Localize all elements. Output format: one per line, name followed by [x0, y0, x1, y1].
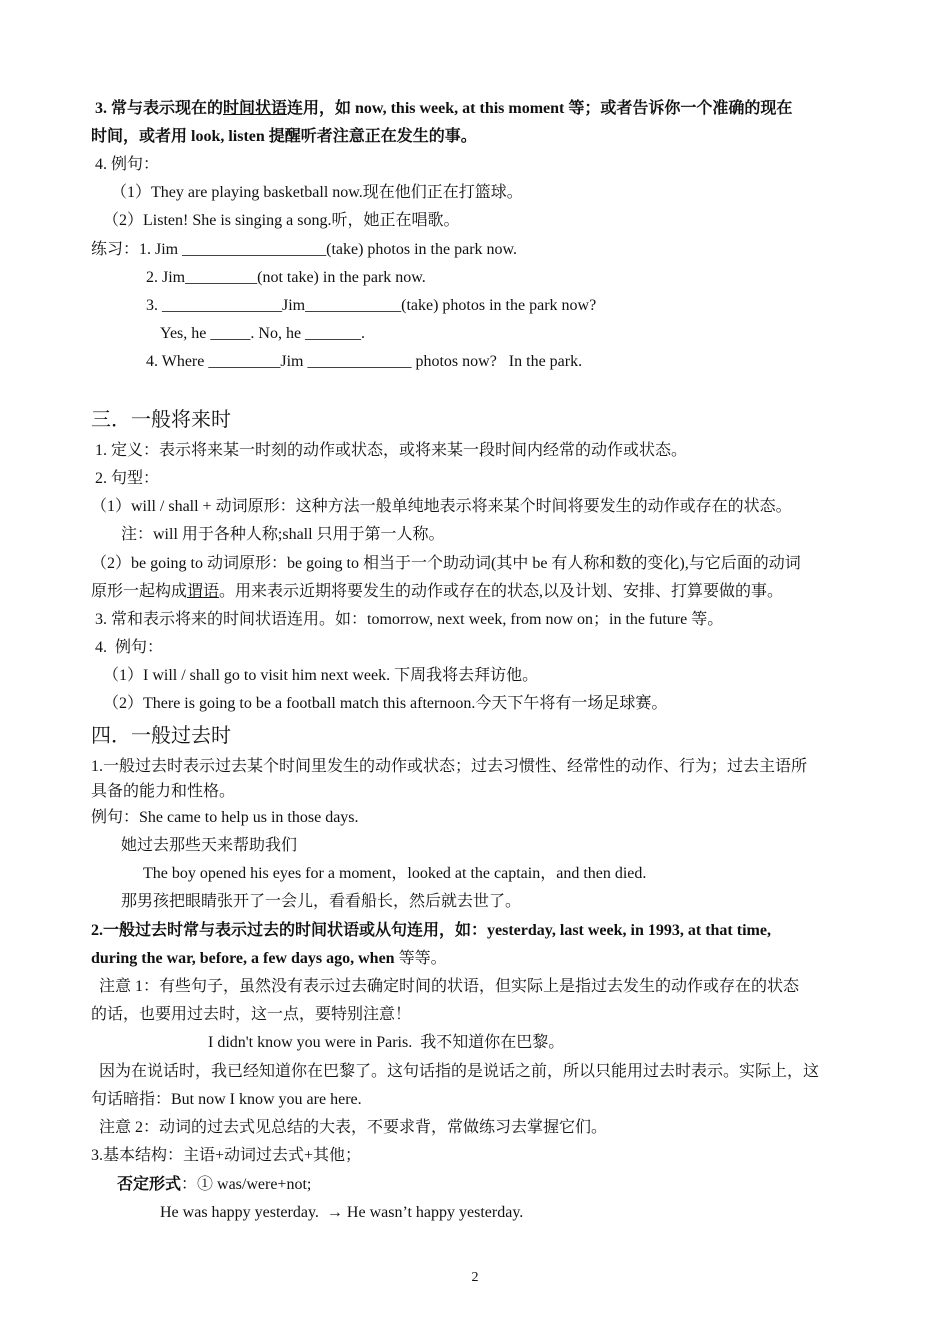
future-going-to-pattern: （2）be going to 动词原形：be going to 相当于一个助动词(其中 be 有人称和数的变化),与它后面的动词	[91, 555, 801, 572]
future-will-note: 注：will 用于各种人称;shall 只用于第一人称。	[121, 526, 445, 543]
past-example-2: The boy opened his eyes for a moment，looked at the captain，and then died.	[143, 865, 647, 882]
past-note-1-continued: 的话，也要用过去时，这一点，要特别注意！	[91, 1006, 412, 1023]
future-pattern-label: 2. 句型：	[91, 470, 160, 487]
past-note-1-explanation-continued: 句话暗指：But now I know you are here.	[91, 1091, 362, 1108]
practice-1: 练习：1. Jim __________________(take) photos in the park now.	[91, 241, 518, 258]
future-examples-label: 4. 例句：	[91, 639, 164, 656]
rule3-underlined-term: 时间状语	[223, 100, 288, 117]
past-note-1-explanation: 因为在说话时，我已经知道你在巴黎了。这句话指的是说话之前，所以只能用过去时表示。实际上，这	[91, 1063, 820, 1080]
practice-4: 4. Where _________Jim _____________ photos now? In the park.	[146, 353, 583, 370]
future-tense-heading: 三．一般将来时	[91, 407, 231, 431]
future-adverbials: 3. 常和表示将来的时间状语连用。如：tomorrow, next week, from now on；in the future 等。	[91, 611, 724, 628]
past-negative-form: 否定形式：① was/were+not;	[117, 1176, 312, 1193]
practice-2: 2. Jim_________(not take) in the park now.	[146, 269, 426, 286]
future-example-2: （2）There is going to be a football match this afternoon.今天下午将有一场足球赛。	[103, 695, 668, 712]
past-note-2: 注意 2：动词的过去式见总结的大表，不要求背，常做练习去掌握它们。	[91, 1119, 608, 1136]
past-example-2-translation: 那男孩把眼睛张开了一会儿，看看船长，然后就去世了。	[121, 893, 522, 910]
past-basic-structure: 3.基本结构：主语+动词过去式+其他；	[91, 1147, 362, 1164]
future-example-1: （1）I will / shall go to visit him next week. 下周我将去拜访他。	[103, 667, 539, 684]
past-example-1-translation: 她过去那些天来帮助我们	[121, 837, 298, 854]
past-tense-heading: 四．一般过去时	[91, 723, 231, 747]
practice-3-answer: Yes, he _____. No, he _______.	[160, 325, 366, 342]
future-will-pattern: （1）will / shall + 动词原形：这种方法一般单纯地表示将来某个时间将要发生的动作或存在的状态。	[91, 498, 792, 515]
past-note-1-example: I didn't know you were in Paris. 我不知道你在巴黎。	[208, 1034, 565, 1051]
example-1: （1）They are playing basketball now.现在他们正在打篮球。	[111, 184, 523, 201]
past-rule-2: 2.一般过去时常与表示过去的时间状语或从句连用，如：yesterday, last week, in 1993, at that time,	[91, 922, 771, 939]
future-definition: 1. 定义：表示将来某一时刻的动作或状态，或将来某一段时间内经常的动作或状态。	[91, 442, 688, 459]
past-definition-continued: 具备的能力和性格。	[91, 783, 236, 800]
past-rule-2-continued: during the war, before, a few days ago, when 等等。	[91, 950, 447, 967]
future-going-to-continued: 原形一起构成谓语。用来表示近期将要发生的动作或存在的状态,以及计划、安排、打算要做的事。	[91, 583, 784, 600]
rule3-line: 3. 常与表示现在的时间状语连用，如 now, this week, at this moment 等；或者告诉你一个准确的现在	[91, 100, 793, 117]
rule3-continued: 时间，或者用 look, listen 提醒听者注意正在发生的事。	[91, 128, 477, 145]
past-negative-example: He was happy yesterday. → He wasn’t happy yesterday.	[160, 1204, 524, 1221]
past-example-1: 例句：She came to help us in those days.	[91, 809, 359, 826]
past-definition: 1.一般过去时表示过去某个时间里发生的动作或状态；过去习惯性、经常性的动作、行为；过去主语所	[91, 758, 808, 775]
predicate-underlined-term: 谓语	[187, 583, 220, 600]
practice-3: 3. _______________Jim____________(take) photos in the park now?	[146, 297, 597, 314]
example-2: （2）Listen! She is singing a song.听，她正在唱歌。	[103, 212, 460, 229]
examples-label: 4. 例句：	[91, 156, 160, 173]
past-note-1: 注意 1：有些句子，虽然没有表示过去确定时间的状语，但实际上是指过去发生的动作或存在的状态	[91, 978, 800, 995]
page-number: 2	[471, 1270, 479, 1285]
